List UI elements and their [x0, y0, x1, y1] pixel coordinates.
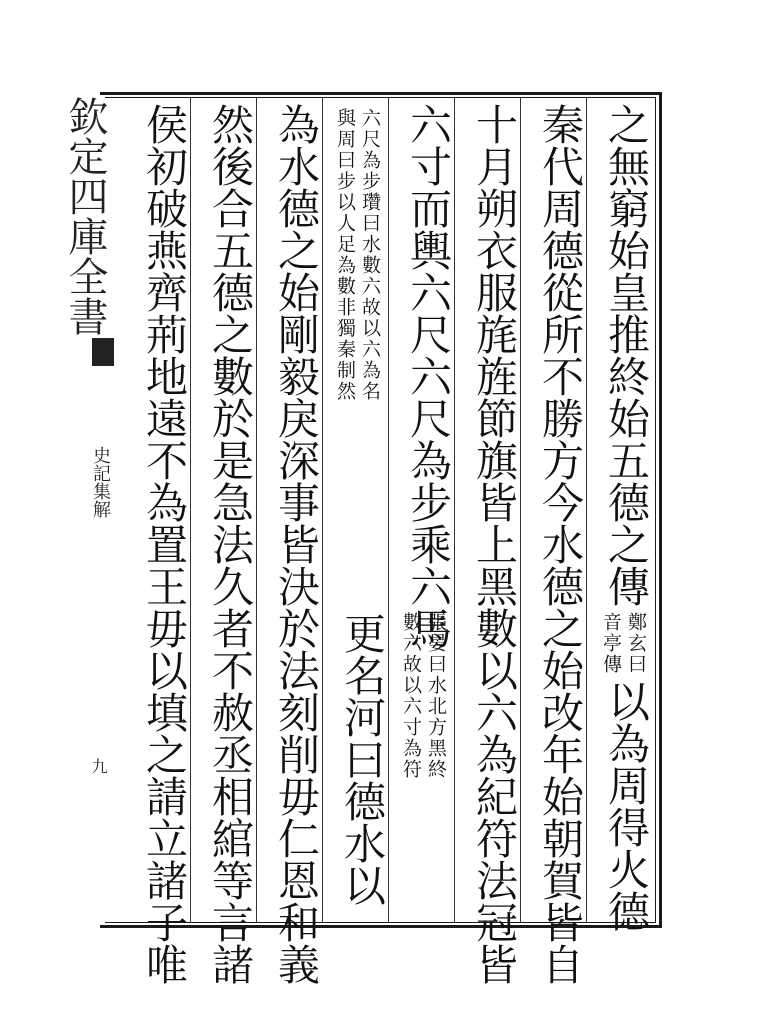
fishtail-mark: [92, 338, 114, 366]
column-rule: [454, 97, 455, 923]
text-column-7: 然後合五德之數於是急法久者不赦丞相綰等言諸: [206, 103, 255, 985]
annotation-column-4: [398, 612, 448, 922]
annotation-right: 鄭玄曰: [625, 612, 647, 675]
text-column-6: 為水德之始剛毅戾深事皆決於法刻削毋仁恩和義: [272, 103, 321, 985]
annotation-left: 與周曰步以人足為數非獨秦制然: [334, 108, 356, 402]
column-rule: [256, 97, 257, 923]
column-rule: [586, 97, 587, 923]
text-column-1a: 之無窮始皇推終始五德之傳: [602, 103, 651, 607]
annotation-column-5: [332, 108, 382, 608]
text-column-5: 更名河曰德水以: [338, 612, 387, 906]
annotation-left: 數六故以六寸為符: [400, 612, 422, 780]
page-number: 九: [89, 758, 108, 774]
annotation-right: 六尺為步瓚曰水數六故以六為名: [359, 108, 381, 402]
text-column-1b: 以為周得火德: [602, 680, 651, 932]
annotation-right: 張晏曰水北方黑終: [425, 612, 447, 780]
running-title: 欽定四庫全書: [62, 96, 108, 336]
text-column-8: 侯初破燕齊荊地遠不為置王毋以填之請立諸子唯: [140, 103, 189, 985]
column-rule: [520, 97, 521, 923]
column-rule: [322, 97, 323, 923]
text-column-4: 六寸而輿六尺六尺為步乘六馬: [404, 103, 453, 649]
column-rule: [190, 97, 191, 923]
text-column-2: 秦代周德從所不勝方今水德之始改年始朝賀皆自: [536, 103, 585, 985]
annotation-left: 音亭傳: [600, 612, 622, 675]
text-column-3: 十月朔衣服旄旌節旗皆上黑數以六為紀符法冠皆: [470, 103, 519, 985]
column-rule: [388, 97, 389, 923]
book-title: 史記集解: [90, 446, 111, 518]
